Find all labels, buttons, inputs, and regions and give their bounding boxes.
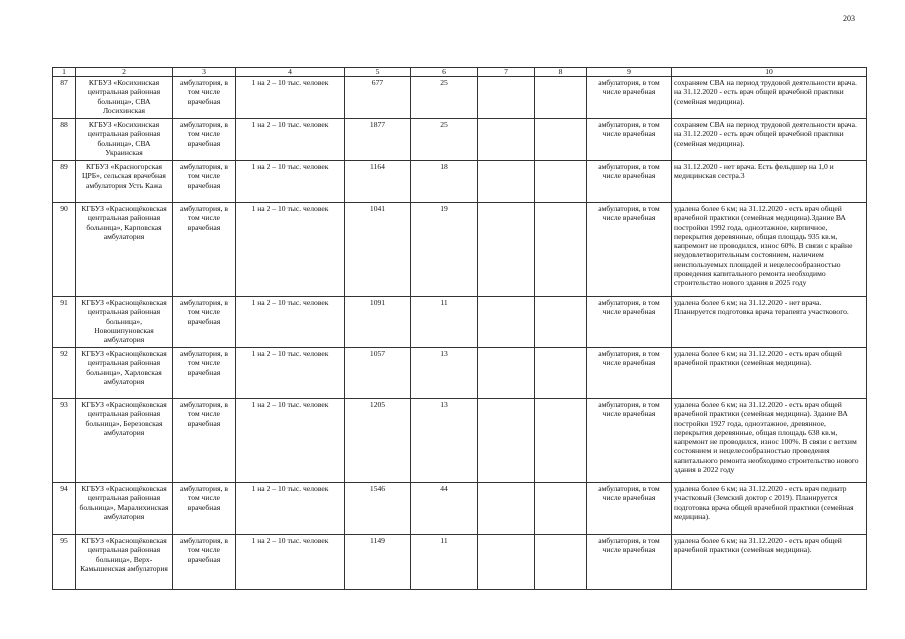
population: 1057	[345, 348, 411, 399]
planned-type: амбулатория, в том числе врачебная	[587, 203, 672, 297]
facility-name: КГБУЗ «Краснощёковская центральная районная больница», Березовская амбулатория	[76, 399, 173, 483]
table-row	[53, 483, 867, 535]
table-row	[53, 348, 867, 399]
distance: 13	[411, 348, 478, 399]
norm: 1 на 2 – 10 тыс. человек	[236, 348, 345, 399]
row-number: 88	[53, 119, 76, 161]
facility-name: КГБУЗ «Косихинская центральная районная больница», СВА Украинская	[76, 119, 173, 161]
planned-type: амбулатория, в том числе врачебная	[587, 119, 672, 161]
table-row	[53, 535, 867, 590]
facility-type: амбулатория, в том числе врачебная	[173, 483, 236, 535]
column-8-cell	[535, 119, 587, 161]
column-7-cell	[478, 297, 535, 348]
facility-name: КГБУЗ «Краснощёковская центральная районная больница», Карповская амбулатория	[76, 203, 173, 297]
note: удалена более 6 км; на 31.12.2020 - есть врач общей врачебной практики (семейная медицина).	[672, 348, 867, 399]
planned-type: амбулатория, в том числе врачебная	[587, 77, 672, 119]
row-number: 91	[53, 297, 76, 348]
norm: 1 на 2 – 10 тыс. человек	[236, 399, 345, 483]
row-number: 90	[53, 203, 76, 297]
row-number: 89	[53, 161, 76, 203]
note: удалена более 6 км; на 31.12.2020 - есть врач общей врачебной практики (семейная медицина). Здание ВА постройки 1927 года, одноэтажное, древянное, перекрытия деревянные, общая площадь 638 кв.м, капремонт не проводился, износ 100%. В связи с ветхим состоянием и нецелесообразностью проведения капитального ремонта необходимо строительство нового здания в 2022 году	[672, 399, 867, 483]
row-number: 95	[53, 535, 76, 590]
norm: 1 на 2 – 10 тыс. человек	[236, 535, 345, 590]
table-row	[53, 119, 867, 161]
planned-type: амбулатория, в том числе врачебная	[587, 483, 672, 535]
row-number: 94	[53, 483, 76, 535]
column-7-cell	[478, 203, 535, 297]
column-7-cell	[478, 348, 535, 399]
column-8-cell	[535, 297, 587, 348]
column-header: 5	[345, 68, 411, 77]
planned-type: амбулатория, в том числе врачебная	[587, 348, 672, 399]
distance: 18	[411, 161, 478, 203]
facility-type: амбулатория, в том числе врачебная	[173, 535, 236, 590]
column-header: 10	[672, 68, 867, 77]
population: 677	[345, 77, 411, 119]
population: 1041	[345, 203, 411, 297]
page-number: 203	[843, 14, 855, 23]
row-number: 92	[53, 348, 76, 399]
distance: 11	[411, 535, 478, 590]
column-7-cell	[478, 119, 535, 161]
column-8-cell	[535, 535, 587, 590]
facility-name: КГБУЗ «Краснощёковская центральная районная больница», Харловская амбулатория	[76, 348, 173, 399]
population: 1149	[345, 535, 411, 590]
planned-type: амбулатория, в том числе врачебная	[587, 297, 672, 348]
note: удалена более 6 км; на 31.12.2020 - есть врач общей врачебной практики (семейная медицина).Здание ВА постройки 1992 года, одноэтажное, кирпичное, перекрытия деревянные, общая площадь 935 кв.м, капремонт не проводился, износ 60%. В связи с крайне неудовлетворительным состоянием, наличием неиспользуемых площадей и нецелесообразностью проведения капитального ремонта необходимо строительство нового здания в 2025 году	[672, 203, 867, 297]
facility-name: КГБУЗ «Краснощёковская центральная районная больница», Маралихинская амбулатория	[76, 483, 173, 535]
column-8-cell	[535, 161, 587, 203]
column-header: 2	[76, 68, 173, 77]
column-header: 4	[236, 68, 345, 77]
column-7-cell	[478, 483, 535, 535]
population: 1546	[345, 483, 411, 535]
distance: 44	[411, 483, 478, 535]
facility-name: КГБУЗ «Красногорская ЦРБ», сельская врачебная амбулатория Усть Кажа	[76, 161, 173, 203]
column-8-cell	[535, 399, 587, 483]
facility-type: амбулатория, в том числе врачебная	[173, 203, 236, 297]
norm: 1 на 2 – 10 тыс. человек	[236, 77, 345, 119]
norm: 1 на 2 – 10 тыс. человек	[236, 119, 345, 161]
table-row	[53, 297, 867, 348]
population: 1091	[345, 297, 411, 348]
distance: 13	[411, 399, 478, 483]
column-7-cell	[478, 535, 535, 590]
facility-table	[52, 67, 867, 590]
column-header: 1	[53, 68, 76, 77]
planned-type: амбулатория, в том числе врачебная	[587, 399, 672, 483]
facility-type: амбулатория, в том числе врачебная	[173, 399, 236, 483]
facility-type: амбулатория, в том числе врачебная	[173, 348, 236, 399]
distance: 11	[411, 297, 478, 348]
note: удалена более 6 км; на 31.12.2020 - нет врача. Планируется подготовка врача терапевта участкового.	[672, 297, 867, 348]
facility-name: КГБУЗ «Косихинская центральная районная больница», СВА Лосихинская	[76, 77, 173, 119]
column-7-cell	[478, 77, 535, 119]
facility-type: амбулатория, в том числе врачебная	[173, 77, 236, 119]
facility-type: амбулатория, в том числе врачебная	[173, 297, 236, 348]
facility-type: амбулатория, в том числе врачебная	[173, 161, 236, 203]
facility-type: амбулатория, в том числе врачебная	[173, 119, 236, 161]
population: 1164	[345, 161, 411, 203]
facility-name: КГБУЗ «Краснощёковская центральная районная больница», Новошипуновская амбулатория	[76, 297, 173, 348]
column-header-row	[53, 68, 867, 77]
column-8-cell	[535, 203, 587, 297]
planned-type: амбулатория, в том числе врачебная	[587, 535, 672, 590]
note: удалена более 6 км; на 31.12.2020 - есть врач общей врачебной практики (семейная медицина).	[672, 535, 867, 590]
note: на 31.12.2020 - нет врача. Есть фельдшер на 1,0 и медицинская сестра.3	[672, 161, 867, 203]
column-header: 9	[587, 68, 672, 77]
column-header: 6	[411, 68, 478, 77]
column-header: 8	[535, 68, 587, 77]
table-row	[53, 203, 867, 297]
distance: 19	[411, 203, 478, 297]
norm: 1 на 2 – 10 тыс. человек	[236, 161, 345, 203]
norm: 1 на 2 – 10 тыс. человек	[236, 203, 345, 297]
norm: 1 на 2 – 10 тыс. человек	[236, 297, 345, 348]
column-8-cell	[535, 483, 587, 535]
column-7-cell	[478, 161, 535, 203]
table-row	[53, 399, 867, 483]
column-7-cell	[478, 399, 535, 483]
distance: 25	[411, 77, 478, 119]
note: сохраняем СВА на период трудовой деятельности врача. на 31.12.2020 - есть врач общей врачебной практики (семейная медицина).	[672, 119, 867, 161]
norm: 1 на 2 – 10 тыс. человек	[236, 483, 345, 535]
column-header: 7	[478, 68, 535, 77]
row-number: 93	[53, 399, 76, 483]
population: 1205	[345, 399, 411, 483]
distance: 25	[411, 119, 478, 161]
column-8-cell	[535, 348, 587, 399]
column-header: 3	[173, 68, 236, 77]
note: удалена более 6 км; на 31.12.2020 - есть врач педиатр участковый (Земский доктор с 2019). Планируется подготовка врача общей врачебной практики (семейная медицина).	[672, 483, 867, 535]
facility-name: КГБУЗ «Краснощёковская центральная районная больница», Верх-Камышенская амбулатория	[76, 535, 173, 590]
row-number: 87	[53, 77, 76, 119]
column-8-cell	[535, 77, 587, 119]
planned-type: амбулатория, в том числе врачебная	[587, 161, 672, 203]
population: 1877	[345, 119, 411, 161]
note: сохраняем СВА на период трудовой деятельности врача. на 31.12.2020 - есть врач общей врачебной практики (семейная медицина).	[672, 77, 867, 119]
table-row	[53, 161, 867, 203]
table-row	[53, 77, 867, 119]
